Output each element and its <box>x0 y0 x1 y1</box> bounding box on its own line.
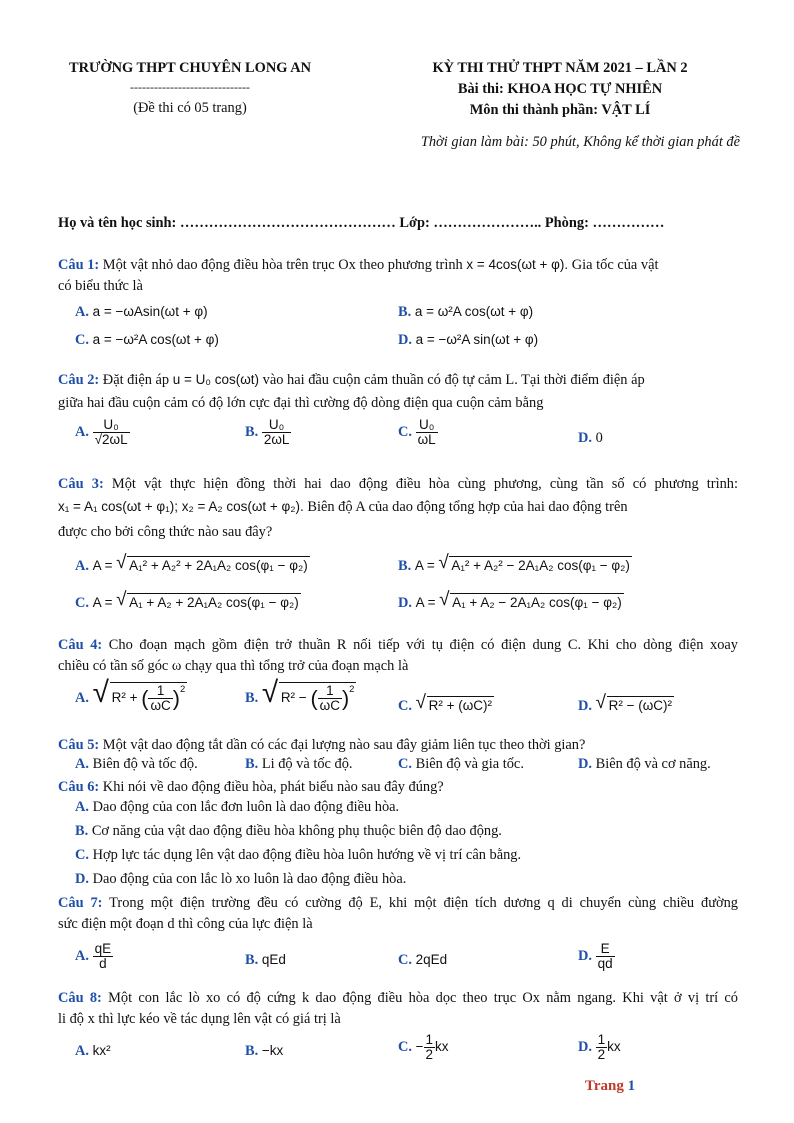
pages-note: (Đề thi có 05 trang) <box>133 100 247 116</box>
option-letter: C. <box>398 1038 412 1055</box>
question-2-equation: u = U₀ cos(ωt) <box>172 372 260 387</box>
page-word: Trang <box>584 1078 624 1094</box>
numerator: 1 <box>156 683 165 698</box>
sqrt-symbol <box>116 589 301 610</box>
question-3-text-b: Biên độ A của dao động tổng hợp của hai dao động trên <box>307 499 628 515</box>
q3-c-prefix: A = <box>92 595 113 610</box>
numerator: U₀ <box>268 417 285 432</box>
q7-option-a[interactable] <box>75 942 113 971</box>
numerator: E <box>600 941 610 956</box>
option-letter: C. <box>75 332 89 348</box>
q5-option-b[interactable] <box>245 756 353 773</box>
question-7-line-1 <box>58 893 738 913</box>
numerator: 1 <box>425 1032 434 1047</box>
q4-option-b[interactable] <box>245 676 356 714</box>
denominator: ωL <box>417 432 436 448</box>
q1-option-c[interactable] <box>75 332 219 349</box>
question-5-line-1 <box>58 735 738 755</box>
option-letter: A. <box>75 690 89 707</box>
option-letter: A. <box>75 756 89 772</box>
numerator: 1 <box>326 683 334 698</box>
q4-b-fraction <box>318 684 342 713</box>
question-4-line-2: chiều có tần số góc ω chạy qua thì tổng trở của đoạn mạch là <box>58 658 409 674</box>
option-letter: C. <box>398 423 412 440</box>
denominator: ωC <box>319 698 340 714</box>
q5-c-text: Biên độ và gia tốc. <box>415 756 524 772</box>
numerator: U₀ <box>418 417 435 432</box>
question-3-line-1 <box>58 474 738 494</box>
q2-option-c[interactable] <box>398 418 438 447</box>
student-info-line: Họ và tên học sinh: ……………………………………… Lớp: ………………….. Phòng: …………… <box>58 215 665 231</box>
option-letter: D. <box>578 430 592 446</box>
left-paren: ( <box>310 685 318 711</box>
q6-option-a[interactable] <box>75 799 399 816</box>
q3-option-b[interactable] <box>398 552 632 575</box>
question-6-text: Khi nói về dao động điều hòa, phát biểu nào sau đây đúng? <box>102 779 444 795</box>
q4-option-a[interactable] <box>75 676 187 714</box>
q4-a-radicand <box>110 682 188 713</box>
q2-d-value: 0 <box>595 430 603 446</box>
q4-option-d[interactable] <box>578 692 674 715</box>
q8-d-fraction <box>596 1033 608 1062</box>
q4-option-c[interactable] <box>398 692 494 715</box>
radical-sign: √ <box>438 552 449 573</box>
q6-b-text: Cơ năng của vật dao động điều hòa không phụ thuộc biên độ dao động. <box>91 823 502 839</box>
question-2-line-2: giữa hai đầu cuộn cảm có độ lớn cực đại thì cường độ dòng điện qua cuộn cảm bằng <box>58 395 544 411</box>
right-paren: ) <box>341 685 350 711</box>
page-footer <box>560 1078 660 1095</box>
option-letter: A. <box>75 304 89 320</box>
q2-a-fraction <box>93 418 130 447</box>
question-2-line-1 <box>58 370 738 390</box>
option-letter: D. <box>398 332 412 348</box>
numerator: U₀ <box>103 417 119 432</box>
q3-b-prefix: A = <box>414 558 435 573</box>
denominator: √2ωL <box>94 432 128 448</box>
option-letter: A. <box>75 558 89 574</box>
q4-c-radicand: R² + (ωC)² <box>428 698 493 713</box>
q7-a-fraction <box>93 942 114 971</box>
option-letter: D. <box>578 756 592 772</box>
question-3-line-2 <box>58 497 738 517</box>
q4-d-radicand: R² − (ωC)² <box>608 698 673 713</box>
exam-title: KỲ THI THỬ THPT NĂM 2021 – LẦN 2 <box>432 60 688 76</box>
option-letter: B. <box>245 690 259 707</box>
denominator: 2 <box>425 1047 434 1063</box>
q1-d-formula: a = −ω²A sin(ωt + φ) <box>415 332 539 347</box>
q8-option-c[interactable] <box>398 1033 449 1062</box>
option-letter: C. <box>398 756 412 772</box>
left-paren: ( <box>141 685 149 711</box>
q7-c-formula: 2qEd <box>415 952 448 967</box>
option-letter: D. <box>75 871 89 887</box>
question-1-line-2: có biểu thức là <box>58 278 143 294</box>
question-8-line-1 <box>58 988 738 1008</box>
question-3-equation: x₁ = A₁ cos(ωt + φ₁); x₂ = A₂ cos(ωt + φ₂). <box>58 499 304 514</box>
radical-sign: √ <box>116 552 127 573</box>
option-letter: C. <box>75 847 89 863</box>
question-5-text: Một vật dao động tắt dần có các đại lượng nào sau đây giảm liên tục theo thời gian? <box>102 737 586 753</box>
option-letter: A. <box>75 423 89 440</box>
exponent: 2 <box>349 684 355 695</box>
radical-sign: √ <box>116 589 127 610</box>
option-letter: B. <box>75 823 89 839</box>
q3-b-radicand: A₁² + A₂² − 2A₁A₂ cos(φ₁ − φ₂) <box>451 558 630 573</box>
question-3-label: Câu 3: <box>58 476 104 492</box>
q6-d-text: Dao động của con lắc lò xo luôn là dao động điều hòa. <box>92 871 407 887</box>
question-1-line-1 <box>58 255 738 275</box>
question-5-label: Câu 5: <box>58 737 100 753</box>
q3-a-prefix: A = <box>92 558 113 573</box>
option-letter: B. <box>245 756 259 772</box>
option-letter: A. <box>75 799 89 815</box>
radical-sign: √ <box>92 676 109 709</box>
q6-option-c[interactable] <box>75 847 521 864</box>
sqrt-symbol <box>116 552 310 573</box>
option-letter: A. <box>75 1043 89 1059</box>
q1-option-d[interactable] <box>398 332 538 349</box>
header-divider: ------------------------------ <box>130 80 250 94</box>
option-letter: D. <box>578 698 592 714</box>
question-2-text-b: vào hai đầu cuộn cảm thuần có độ tự cảm L. Tại thời điểm điện áp <box>262 372 645 388</box>
time-note: Thời gian làm bài: 50 phút, Không kể thời gian phát đề <box>420 134 740 150</box>
radical-sign: √ <box>439 589 450 610</box>
q5-d-text: Biên độ và cơ năng. <box>595 756 711 772</box>
option-letter: B. <box>245 1043 259 1059</box>
question-8-text: Một con lắc lò xo có độ cứng k dao động điều hòa dọc theo trục Ox nằm ngang. Khi vật ở vị trí có <box>108 990 738 1006</box>
sqrt-symbol <box>439 589 624 610</box>
q1-c-formula: a = −ω²A cos(ωt + φ) <box>92 332 219 347</box>
radical-sign: √ <box>595 692 606 713</box>
q5-option-a[interactable] <box>75 756 198 773</box>
q8-option-a[interactable] <box>75 1043 111 1060</box>
option-letter: D. <box>578 947 592 964</box>
q6-c-text: Hợp lực tác dụng lên vật dao động điều hòa luôn hướng về vị trí cân bằng. <box>92 847 522 863</box>
q3-option-d[interactable] <box>398 589 624 612</box>
question-2-text: Đặt điện áp <box>102 372 170 388</box>
q3-option-a[interactable] <box>75 552 310 575</box>
q2-option-b[interactable] <box>245 418 291 447</box>
q8-c-tail: kx <box>435 1038 449 1054</box>
question-4-line-1 <box>58 635 738 655</box>
q2-option-a[interactable] <box>75 418 130 447</box>
option-letter: C. <box>398 952 412 968</box>
denominator: ωC <box>150 698 171 714</box>
question-4-label: Câu 4: <box>58 637 103 653</box>
q1-b-formula: a = ω²A cos(ωt + φ) <box>414 304 534 319</box>
question-7-text: Trong một điện trường đều có cường độ E, khi một điện tích dương q di chuyển cùng chiều đường <box>109 895 738 911</box>
option-letter: A. <box>75 947 89 964</box>
sqrt-symbol <box>595 692 674 713</box>
question-4-text: Cho đoạn mạch gồm điện trở thuần R nối tiếp với tụ điện có điện dung C. Khi cho dòng điện xoay <box>108 637 738 653</box>
option-letter: C. <box>398 698 412 714</box>
q3-d-prefix: A = <box>415 595 436 610</box>
question-3-line-3: được cho bởi công thức nào sau đây? <box>58 524 273 540</box>
q3-c-radicand: A₁ + A₂ + 2A₁A₂ cos(φ₁ − φ₂) <box>129 595 299 610</box>
option-letter: B. <box>245 423 259 440</box>
page-number: 1 <box>627 1078 636 1094</box>
q6-a-text: Dao động của con lắc đơn luôn là dao động điều hòa. <box>92 799 400 815</box>
question-8-line-2: li độ x thì lực kéo về tác dụng lên vật có giá trị là <box>58 1011 341 1027</box>
option-letter: B. <box>398 304 412 320</box>
question-1-label: Câu 1: <box>58 257 100 273</box>
q8-c-sign: − <box>415 1038 424 1054</box>
q1-option-b[interactable] <box>398 304 533 321</box>
question-7-label: Câu 7: <box>58 895 103 911</box>
q8-c-fraction <box>424 1033 436 1062</box>
q2-b-fraction <box>262 418 292 447</box>
exponent: 2 <box>179 684 186 695</box>
q2-option-d[interactable] <box>578 430 603 447</box>
option-letter: C. <box>75 595 89 611</box>
q3-d-radicand: A₁ + A₂ − 2A₁A₂ cos(φ₁ − φ₂) <box>452 595 622 610</box>
q3-option-c[interactable] <box>75 589 301 612</box>
q7-option-b[interactable] <box>245 952 286 969</box>
q8-option-b[interactable] <box>245 1043 283 1060</box>
q4-a-prefix: R² + <box>111 690 138 706</box>
question-1-text-b: Gia tốc của vật <box>571 257 659 273</box>
q2-c-fraction <box>416 418 438 447</box>
q1-a-formula: a = −ωAsin(ωt + φ) <box>92 304 208 319</box>
q7-d-fraction <box>596 942 615 971</box>
q8-option-d[interactable] <box>578 1033 621 1062</box>
sqrt-symbol <box>415 692 494 713</box>
q6-option-d[interactable] <box>75 871 406 888</box>
option-letter: D. <box>398 595 412 611</box>
sqrt-symbol <box>261 676 357 714</box>
q4-b-prefix: R² − <box>280 690 307 706</box>
q4-b-radicand <box>279 682 357 713</box>
q4-a-fraction <box>148 684 172 713</box>
question-1-text: Một vật nhỏ dao động điều hòa trên trục Ox theo phương trình <box>102 257 463 273</box>
sqrt-symbol <box>92 676 188 714</box>
q5-a-text: Biên độ và tốc độ. <box>92 756 198 772</box>
question-3-text: Một vật thực hiện đồng thời hai dao động điều hòa cùng phương, cùng tần số có phương trình: <box>111 476 738 492</box>
q6-option-b[interactable] <box>75 823 502 840</box>
option-letter: D. <box>578 1038 592 1055</box>
denominator: 2 <box>597 1047 606 1063</box>
right-paren: ) <box>172 685 180 711</box>
q8-b-formula: −kx <box>261 1043 284 1058</box>
radical-sign: √ <box>415 692 426 713</box>
denominator: d <box>93 956 114 971</box>
q8-d-tail: kx <box>607 1038 621 1054</box>
component-subject: Môn thi thành phần: VẬT LÍ <box>469 102 651 118</box>
q7-b-formula: qEd <box>261 952 286 967</box>
question-6-line-1 <box>58 777 738 797</box>
q1-option-a[interactable] <box>75 304 208 321</box>
q8-a-formula: kx² <box>92 1043 111 1058</box>
numerator: 1 <box>597 1032 606 1047</box>
exam-subject: Bài thi: KHOA HỌC TỰ NHIÊN <box>457 81 663 97</box>
radical-sign: √ <box>261 676 279 709</box>
question-2-label: Câu 2: <box>58 372 100 388</box>
sqrt-symbol <box>438 552 632 573</box>
question-6-label: Câu 6: <box>58 779 100 795</box>
q3-a-radicand: A₁² + A₂² + 2A₁A₂ cos(φ₁ − φ₂) <box>129 558 308 573</box>
school-name: TRƯỜNG THPT CHUYÊN LONG AN <box>68 60 311 76</box>
q7-option-d[interactable] <box>578 942 615 971</box>
denominator: qd <box>597 956 613 972</box>
question-8-label: Câu 8: <box>58 990 102 1006</box>
option-letter: B. <box>398 558 412 574</box>
q5-option-c[interactable] <box>398 756 524 773</box>
option-letter: B. <box>245 952 259 968</box>
numerator: qE <box>94 941 112 956</box>
q7-option-c[interactable] <box>398 952 447 969</box>
question-7-line-2: sức điện một đoạn d thì công của lực điện là <box>58 916 313 932</box>
question-1-equation: x = 4cos(ωt + φ). <box>466 257 569 272</box>
denominator: 2ωL <box>263 432 290 448</box>
q5-option-d[interactable] <box>578 756 711 773</box>
q5-b-text: Li độ và tốc độ. <box>261 756 353 772</box>
